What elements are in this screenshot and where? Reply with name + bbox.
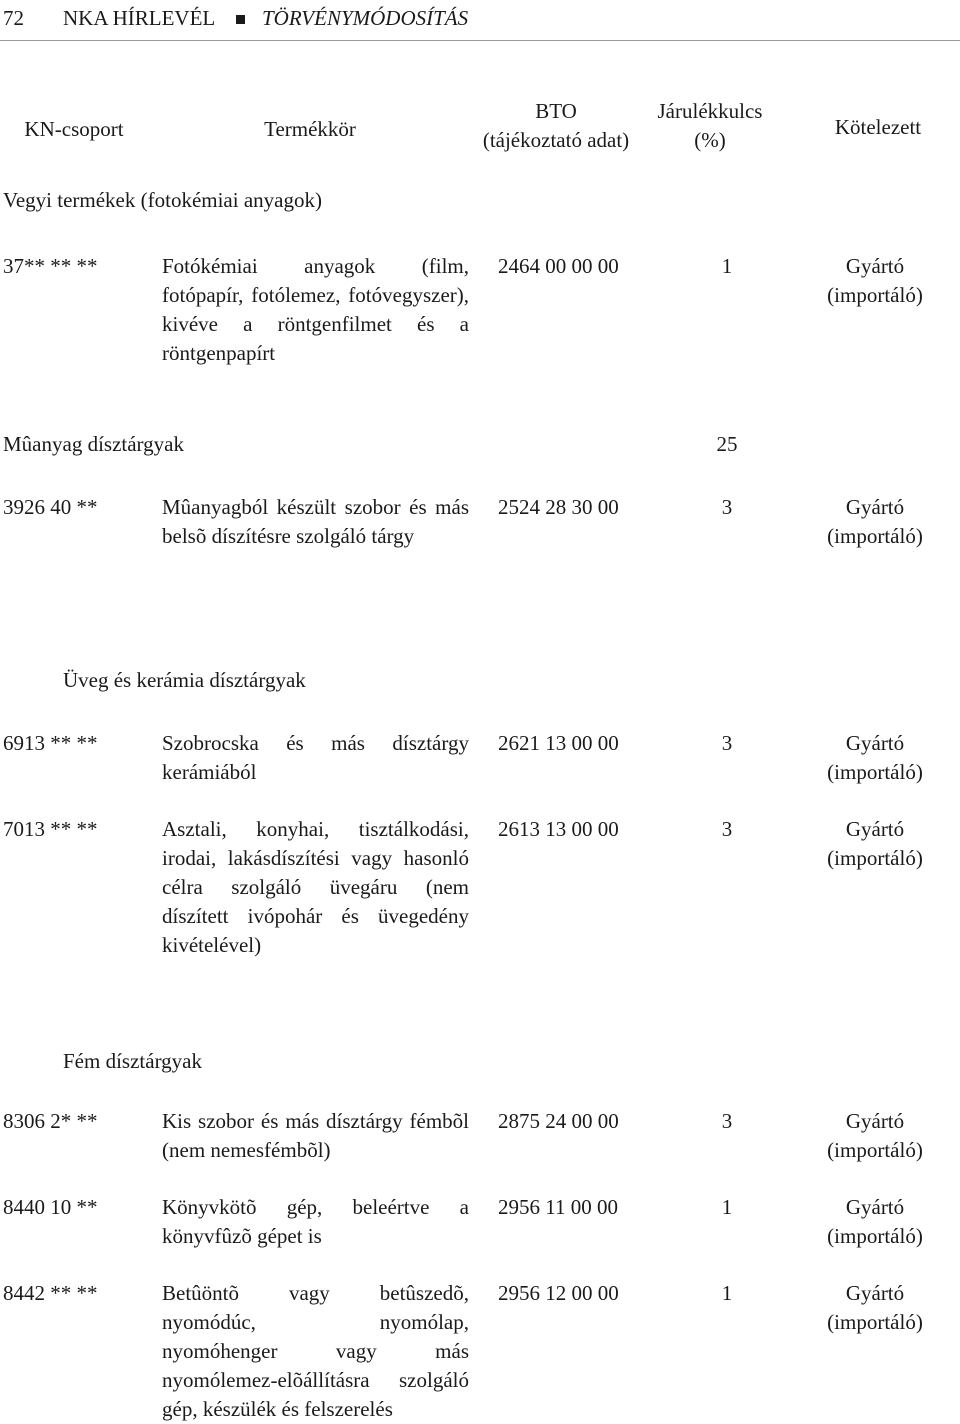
kn-code: 3926 40 ** (3, 495, 98, 519)
obligated-line2: (importáló) (827, 760, 923, 784)
column-header-bto-line2: (tájékoztató adat) (482, 128, 630, 152)
header-divider (0, 40, 960, 41)
obligated-party (800, 252, 950, 310)
column-header-jarulek-line2: (%) (694, 128, 726, 152)
column-header-kn: KN-csoport (24, 117, 124, 141)
obligated-line1: Gyártó (845, 817, 905, 841)
section-rate: 25 (716, 432, 738, 456)
obligated-line2: (importáló) (827, 1138, 923, 1162)
product-description: Fotókémiai anyagok (film, fotópapír, fotólemez, fotóvegyszer), kivéve a röntgenfilmet és a röntgenpapírt (162, 254, 469, 365)
page-number: 72 (3, 6, 24, 30)
obligated-line1: Gyártó (845, 1109, 905, 1133)
rate-percent: 1 (721, 254, 733, 278)
column-header-termekkor: Termékkör (264, 117, 356, 141)
publication-title: NKA HÍRLEVÉL (63, 6, 216, 30)
rate-percent: 3 (721, 1109, 733, 1133)
running-header (0, 4, 960, 34)
product-description: Mûanyagból készült szobor és más belsõ díszítésre szolgáló tárgy (162, 495, 469, 548)
bto-code: 2464 00 00 00 (498, 254, 619, 278)
section-title: Mûanyag dísztárgyak (3, 432, 184, 456)
bto-code: 2875 24 00 00 (498, 1109, 619, 1133)
obligated-line1: Gyártó (845, 731, 905, 755)
obligated-line2: (importáló) (827, 1224, 923, 1248)
kn-code: 8306 2* ** (3, 1109, 98, 1133)
kn-code: 6913 ** ** (3, 731, 98, 755)
kn-code: 8442 ** ** (3, 1281, 98, 1305)
rate-percent: 1 (721, 1281, 733, 1305)
bto-code: 2613 13 00 00 (498, 817, 619, 841)
kn-code: 7013 ** ** (3, 817, 98, 841)
obligated-line1: Gyártó (845, 495, 905, 519)
product-description: Könyvkötõ gép, beleértve a könyvfûzõ gépet is (162, 1195, 469, 1248)
section-title: Üveg és kerámia dísztárgyak (63, 668, 306, 692)
column-header-bto-line1: BTO (535, 99, 577, 123)
column-header-kotelezett: Kötelezett (834, 115, 922, 139)
product-description: Szobrocska és más dísztárgy kerámiából (162, 731, 469, 784)
obligated-line2: (importáló) (827, 283, 923, 307)
obligated-party (800, 1279, 950, 1337)
obligated-line2: (importáló) (827, 1310, 923, 1334)
obligated-party (800, 1193, 950, 1251)
obligated-party (800, 815, 950, 873)
bto-code: 2956 12 00 00 (498, 1281, 619, 1305)
square-bullet-icon (236, 15, 245, 24)
column-header-jarulek-line1: Járulékkulcs (657, 99, 763, 123)
bto-code: 2621 13 00 00 (498, 731, 619, 755)
rate-percent: 3 (721, 731, 733, 755)
rate-percent: 3 (721, 495, 733, 519)
obligated-party (800, 1107, 950, 1165)
section-title: Vegyi termékek (fotokémiai anyagok) (3, 188, 322, 212)
obligated-line1: Gyártó (845, 254, 905, 278)
column-header-bto (468, 97, 644, 155)
column-header-jarulekkulcs (640, 97, 780, 155)
obligated-line2: (importáló) (827, 846, 923, 870)
product-description: Kis szobor és más dísztárgy fémbõl (nem nemesfémbõl) (162, 1109, 469, 1162)
product-description: Betûöntõ vagy betûszedõ, nyomódúc, nyomólap, nyomóhenger vagy más nyomólemez-elõállításra szolgáló gép, készülék és felszerelés (162, 1281, 469, 1421)
obligated-party (800, 729, 950, 787)
rate-percent: 3 (721, 817, 733, 841)
obligated-line1: Gyártó (845, 1195, 905, 1219)
product-description: Asztali, konyhai, tisztálkodási, irodai, lakásdíszítési vagy hasonló célra szolgáló üvegáru (nem díszített ivópohár és üvegedény kivételével) (162, 817, 469, 957)
obligated-party (800, 493, 950, 551)
section-name: TÖRVÉNYMÓDOSÍTÁS (262, 6, 469, 30)
obligated-line2: (importáló) (827, 524, 923, 548)
rate-percent: 1 (721, 1195, 733, 1219)
obligated-line1: Gyártó (845, 1281, 905, 1305)
section-title: Fém dísztárgyak (63, 1049, 203, 1073)
kn-code: 37** ** ** (3, 254, 98, 278)
bto-code: 2524 28 30 00 (498, 495, 619, 519)
kn-code: 8440 10 ** (3, 1195, 98, 1219)
bto-code: 2956 11 00 00 (498, 1195, 618, 1219)
